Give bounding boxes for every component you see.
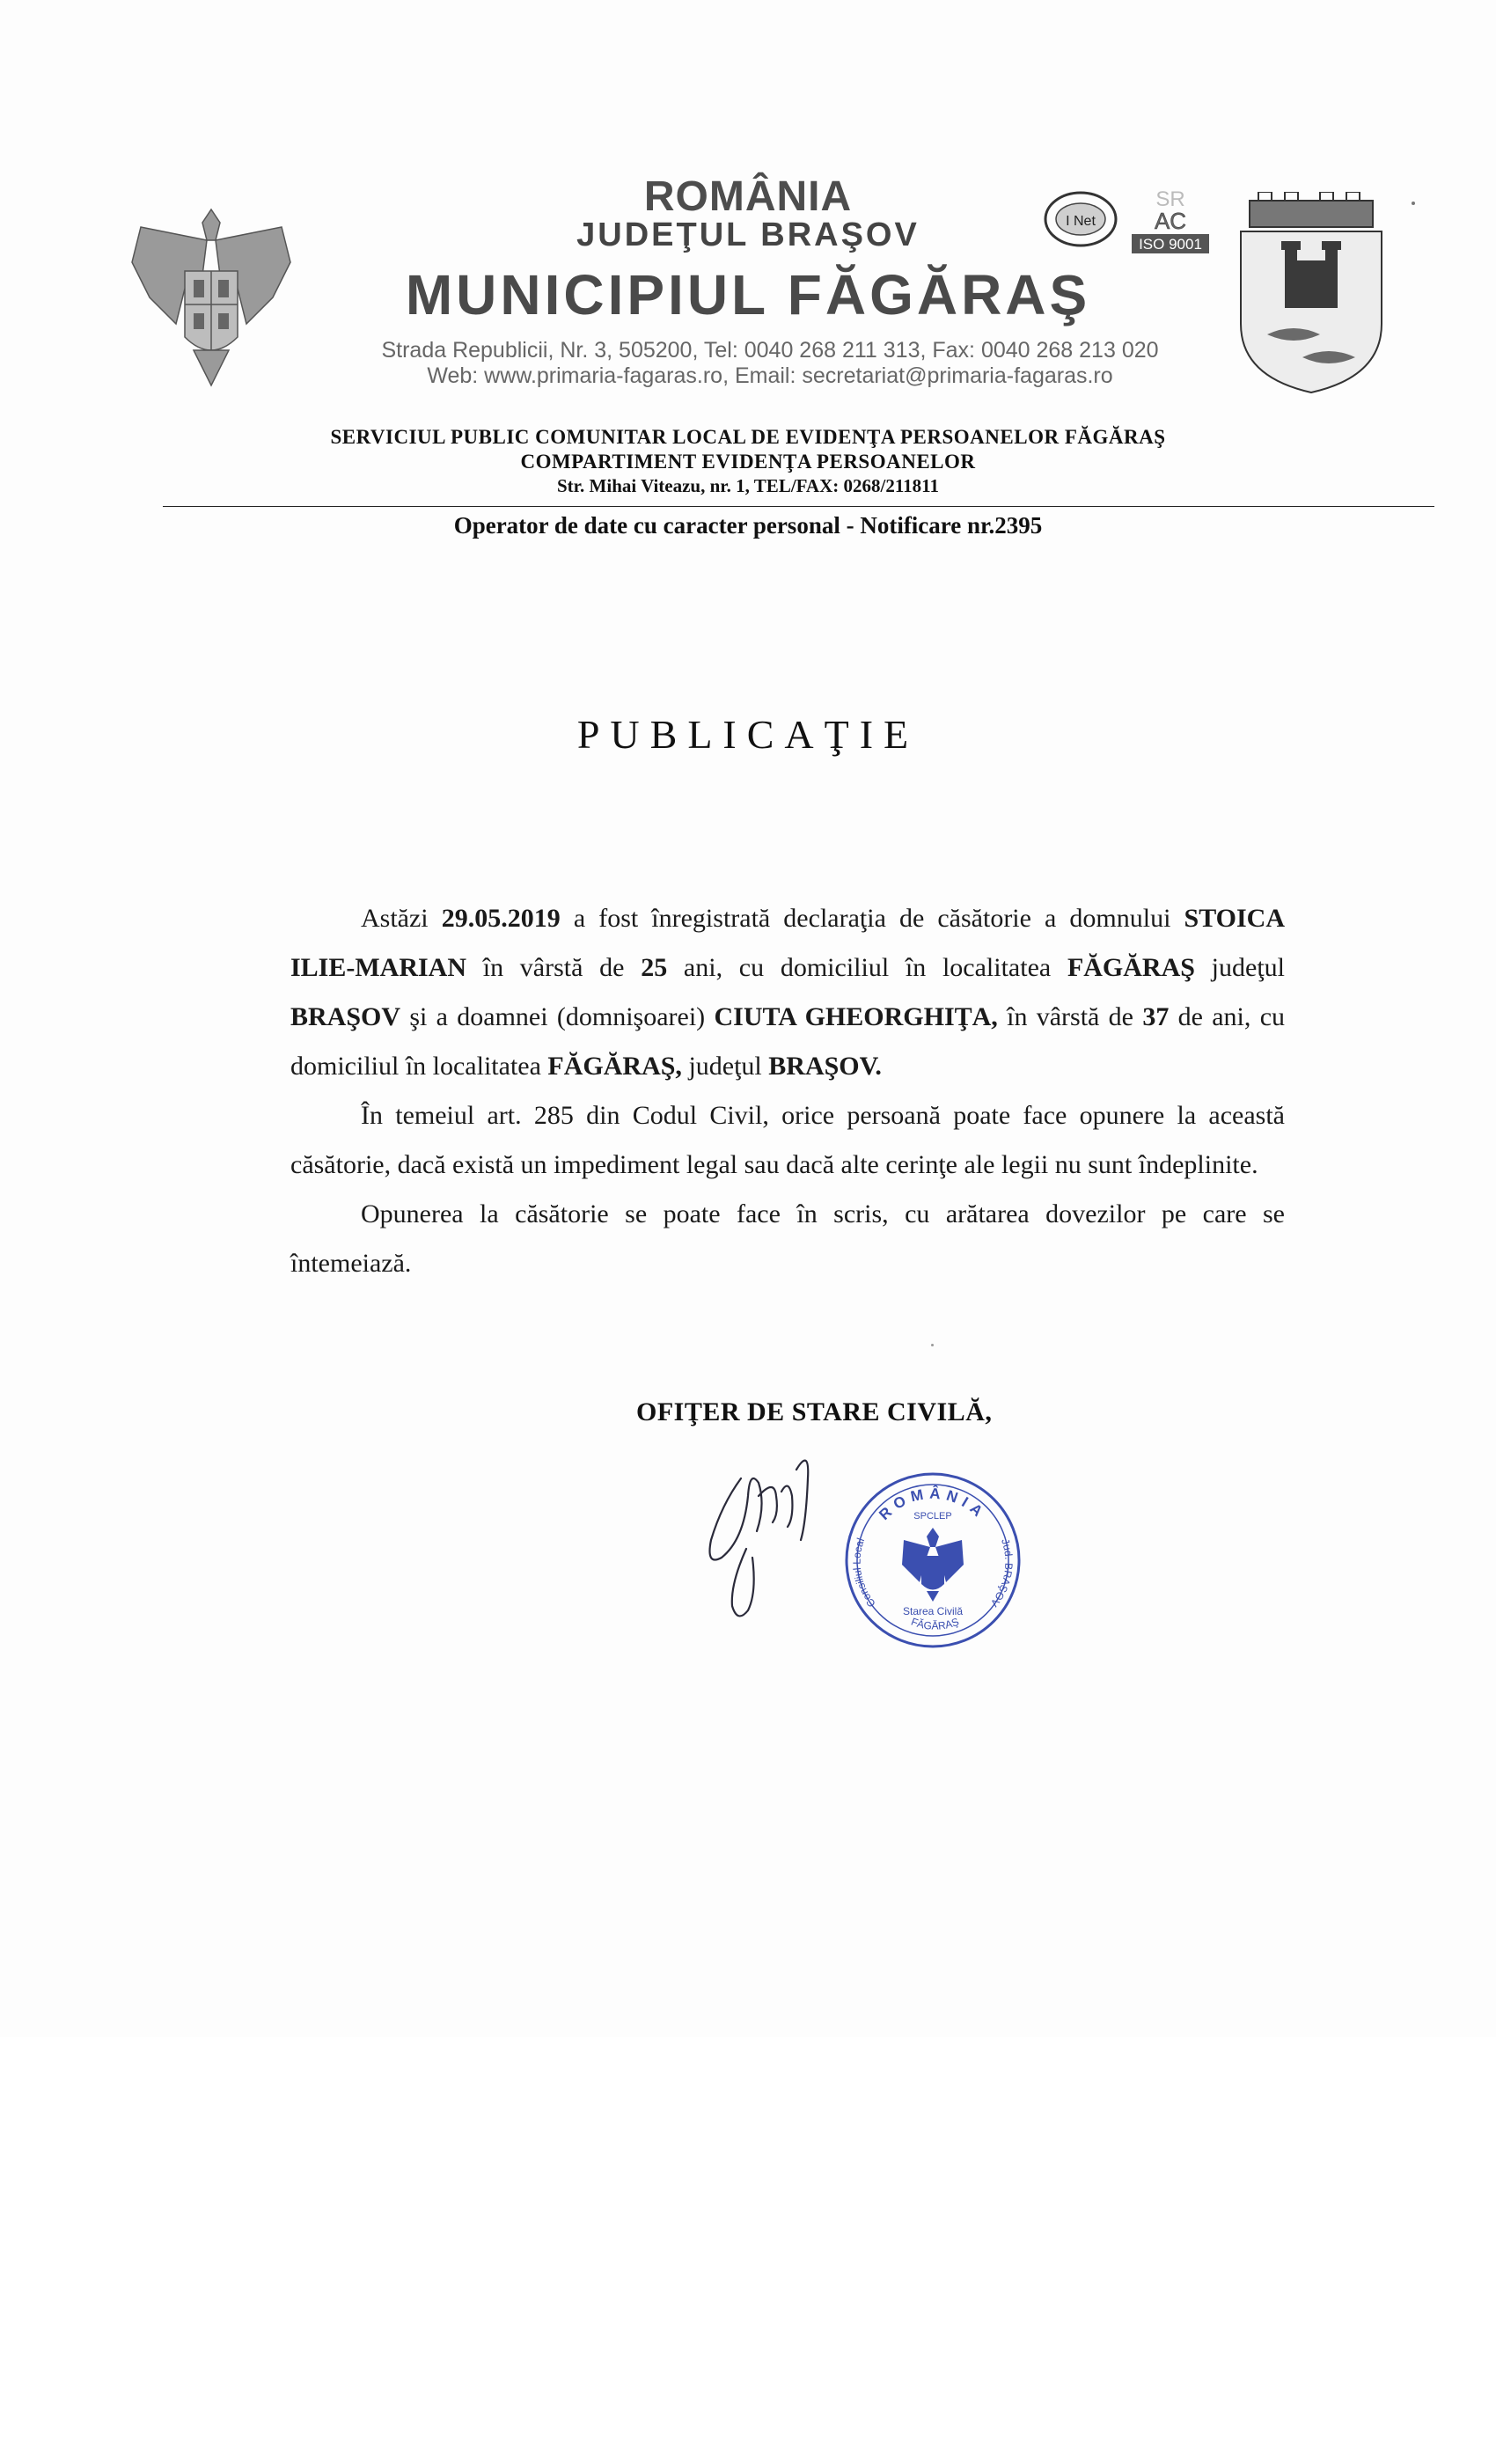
blank-margin <box>0 2037 1496 2464</box>
letterhead-address: Strada Republicii, Nr. 3, 505200, Tel: 0040 268 211 313, Fax: 0040 268 213 020 <box>381 338 1159 363</box>
svg-text:FĂGĂRAŞ <box>909 1616 960 1632</box>
declaration-date: 29.05.2019 <box>441 904 561 933</box>
letterhead-country: ROMÂNIA <box>643 173 853 220</box>
bride-city: FĂGĂRAŞ, <box>547 1052 682 1081</box>
stamp-sub-text: SPCLEP <box>913 1511 952 1522</box>
text-span: ani, cu domiciliul în localitatea <box>667 953 1067 982</box>
letterhead-municipality: MUNICIPIUL FĂGĂRAŞ <box>405 263 1091 326</box>
document-body <box>290 894 1285 1288</box>
text-span: în vârstă de <box>997 1002 1143 1031</box>
data-operator-notice: Operator de date cu caracter personal - Notificare nr.2395 <box>453 512 1043 539</box>
text-span: în vârstă de <box>466 953 642 982</box>
text-span: judeţul <box>681 1052 769 1081</box>
text-span: a fost înregistrată declaraţia de căsătorie a domnului <box>560 904 1184 933</box>
stamp-top-text: ROMÂNIA <box>876 1485 990 1523</box>
cert-ac-label: AC <box>1154 208 1187 234</box>
paragraph-declaration <box>290 894 1285 1091</box>
handwritten-signature <box>695 1443 845 1628</box>
groom-county: BRAŞOV <box>290 1002 401 1031</box>
officer-title: OFIŢER DE STARE CIVILĂ, <box>636 1397 993 1426</box>
header-divider <box>163 506 1434 507</box>
paragraph-opposition: Opunerea la căsătorie se poate face în scris, cu arătarea dovezilor pe care se întemeiază. <box>290 1199 1285 1278</box>
cert-left-label: I Net <box>1066 214 1096 229</box>
bride-name: CIUTA GHEORGHIŢA, <box>714 1002 998 1031</box>
service-name: SERVICIUL PUBLIC COMUNITAR LOCAL DE EVIDENŢA PERSOANELOR FĂGĂRAŞ <box>330 426 1166 448</box>
bride-county: BRAŞOV. <box>768 1052 882 1081</box>
cert-sr-label: SR <box>1155 187 1185 211</box>
cert-iso-label: ISO 9001 <box>1139 236 1202 253</box>
service-contact: Str. Mihai Viteazu, nr. 1, TEL/FAX: 0268/211811 <box>556 475 940 496</box>
bride-age: 37 <box>1142 1002 1170 1031</box>
text-span: şi a doamnei (domnişoarei) <box>400 1002 715 1031</box>
scan-speck <box>931 1344 934 1346</box>
text-span: Astăzi <box>361 904 442 933</box>
document-title: PUBLICAŢIE <box>576 712 920 757</box>
paragraph-legal-basis: În temeiul art. 285 din Codul Civil, orice persoană poate face opunere la această căsătorie, dacă există un impediment legal sau dacă alte cerinţe ale legii nu sunt îndeplinite. <box>290 1101 1285 1179</box>
groom-city: FĂGĂRAŞ <box>1067 953 1195 982</box>
letterhead-county: JUDEŢUL BRAŞOV <box>576 216 920 253</box>
service-department: COMPARTIMENT EVIDENŢA PERSOANELOR <box>520 451 976 473</box>
civil-status-stamp <box>840 1468 1025 1653</box>
text-span: de ani, cu domiciliul în localitatea <box>290 1002 1286 1081</box>
groom-name: STOICA ILIE-MARIAN <box>290 904 1286 982</box>
stamp-left-text: Consiliul Local <box>850 1536 878 1610</box>
stamp-right-text: Jud. BRAŞOV <box>987 1536 1016 1610</box>
stamp-center-text: Starea Civilă <box>902 1605 964 1617</box>
letterhead-web: Web: www.primaria-fagaras.ro, Email: secretariat@primaria-fagaras.ro <box>427 363 1113 388</box>
stamp-eagle-icon <box>902 1528 964 1602</box>
text-span: judeţul <box>1194 953 1285 982</box>
groom-age: 25 <box>641 953 668 982</box>
stamp-bottom-text: FĂGĂRAŞ <box>909 1615 961 1632</box>
